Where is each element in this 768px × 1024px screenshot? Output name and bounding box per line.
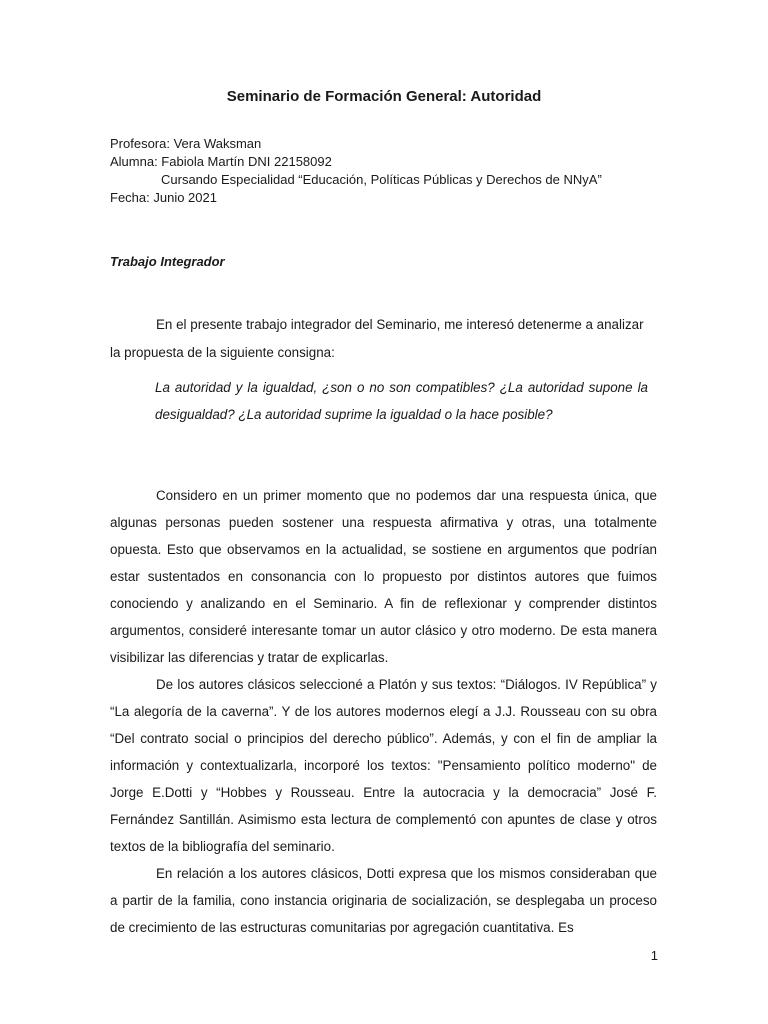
document-title: Seminario de Formación General: Autoridad (226, 88, 542, 105)
teacher-line: Profesora: Vera Waksman (110, 136, 262, 151)
document-meta (110, 135, 602, 207)
course-line: Cursando Especialidad “Educación, Políticas Públicas y Derechos de NNyA” (161, 172, 602, 187)
page-number: 1 (650, 948, 658, 963)
body-paragraph-3: En relación a los autores clásicos, Dotti expresa que los mismos consideraban que a partir de la familia, cono instancia originaria de socialización, se desplegaba un proceso de crecimiento de las estructuras comunitarias por agregación cuantitativa. Es (110, 866, 657, 935)
section-heading: Trabajo Integrador (110, 254, 225, 269)
body-paragraph-1: Considero en un primer momento que no podemos dar una respuesta única, que algunas personas pueden sostener una respuesta afirmativa y otras, una totalmente opuesta. Esto que observamos en la actualidad, se sostiene en argumentos que podrían estar sustentados en consonancia con lo propuesto por distintos autores que fuimos conociendo y analizando en el Seminario. A fin de reflexionar y comprender distintos argumentos, consideré interesante tomar un autor clásico y otro moderno. De esta manera visibilizar las diferencias y tratar de explicarlas. (110, 488, 657, 665)
body-paragraphs (110, 482, 657, 941)
intro-text: En el presente trabajo integrador del Seminario, me interesó detenerme a analizar la propuesta de la siguiente consigna: (110, 317, 644, 360)
body-paragraph-2: De los autores clásicos seleccioné a Platón y sus textos: “Diálogos. IV República” y “La alegoría de la caverna”. Y de los autores modernos elegí a J.J. Rousseau con su obra “Del contrato social o principios del derecho público”. Además, y con el fin de ampliar la información y contextualizarla, incorporé los textos: "Pensamiento político moderno" de Jorge E.Dotti y “Hobbes y Rousseau. Entre la autocracia y la democracia” José F. Fernández Santillán. Asimismo esta lectura de complementó con apuntes de clase y otros textos de la bibliografía del seminario. (110, 677, 657, 854)
question-quote: La autoridad y la igualdad, ¿son o no son compatibles? ¿La autoridad supone la desigualdad? ¿La autoridad suprime la igualdad o la hace posible? (155, 380, 648, 422)
student-line: Alumna: Fabiola Martín DNI 22158092 (110, 154, 332, 169)
intro-paragraph (110, 311, 657, 367)
date-line: Fecha: Junio 2021 (110, 190, 217, 205)
